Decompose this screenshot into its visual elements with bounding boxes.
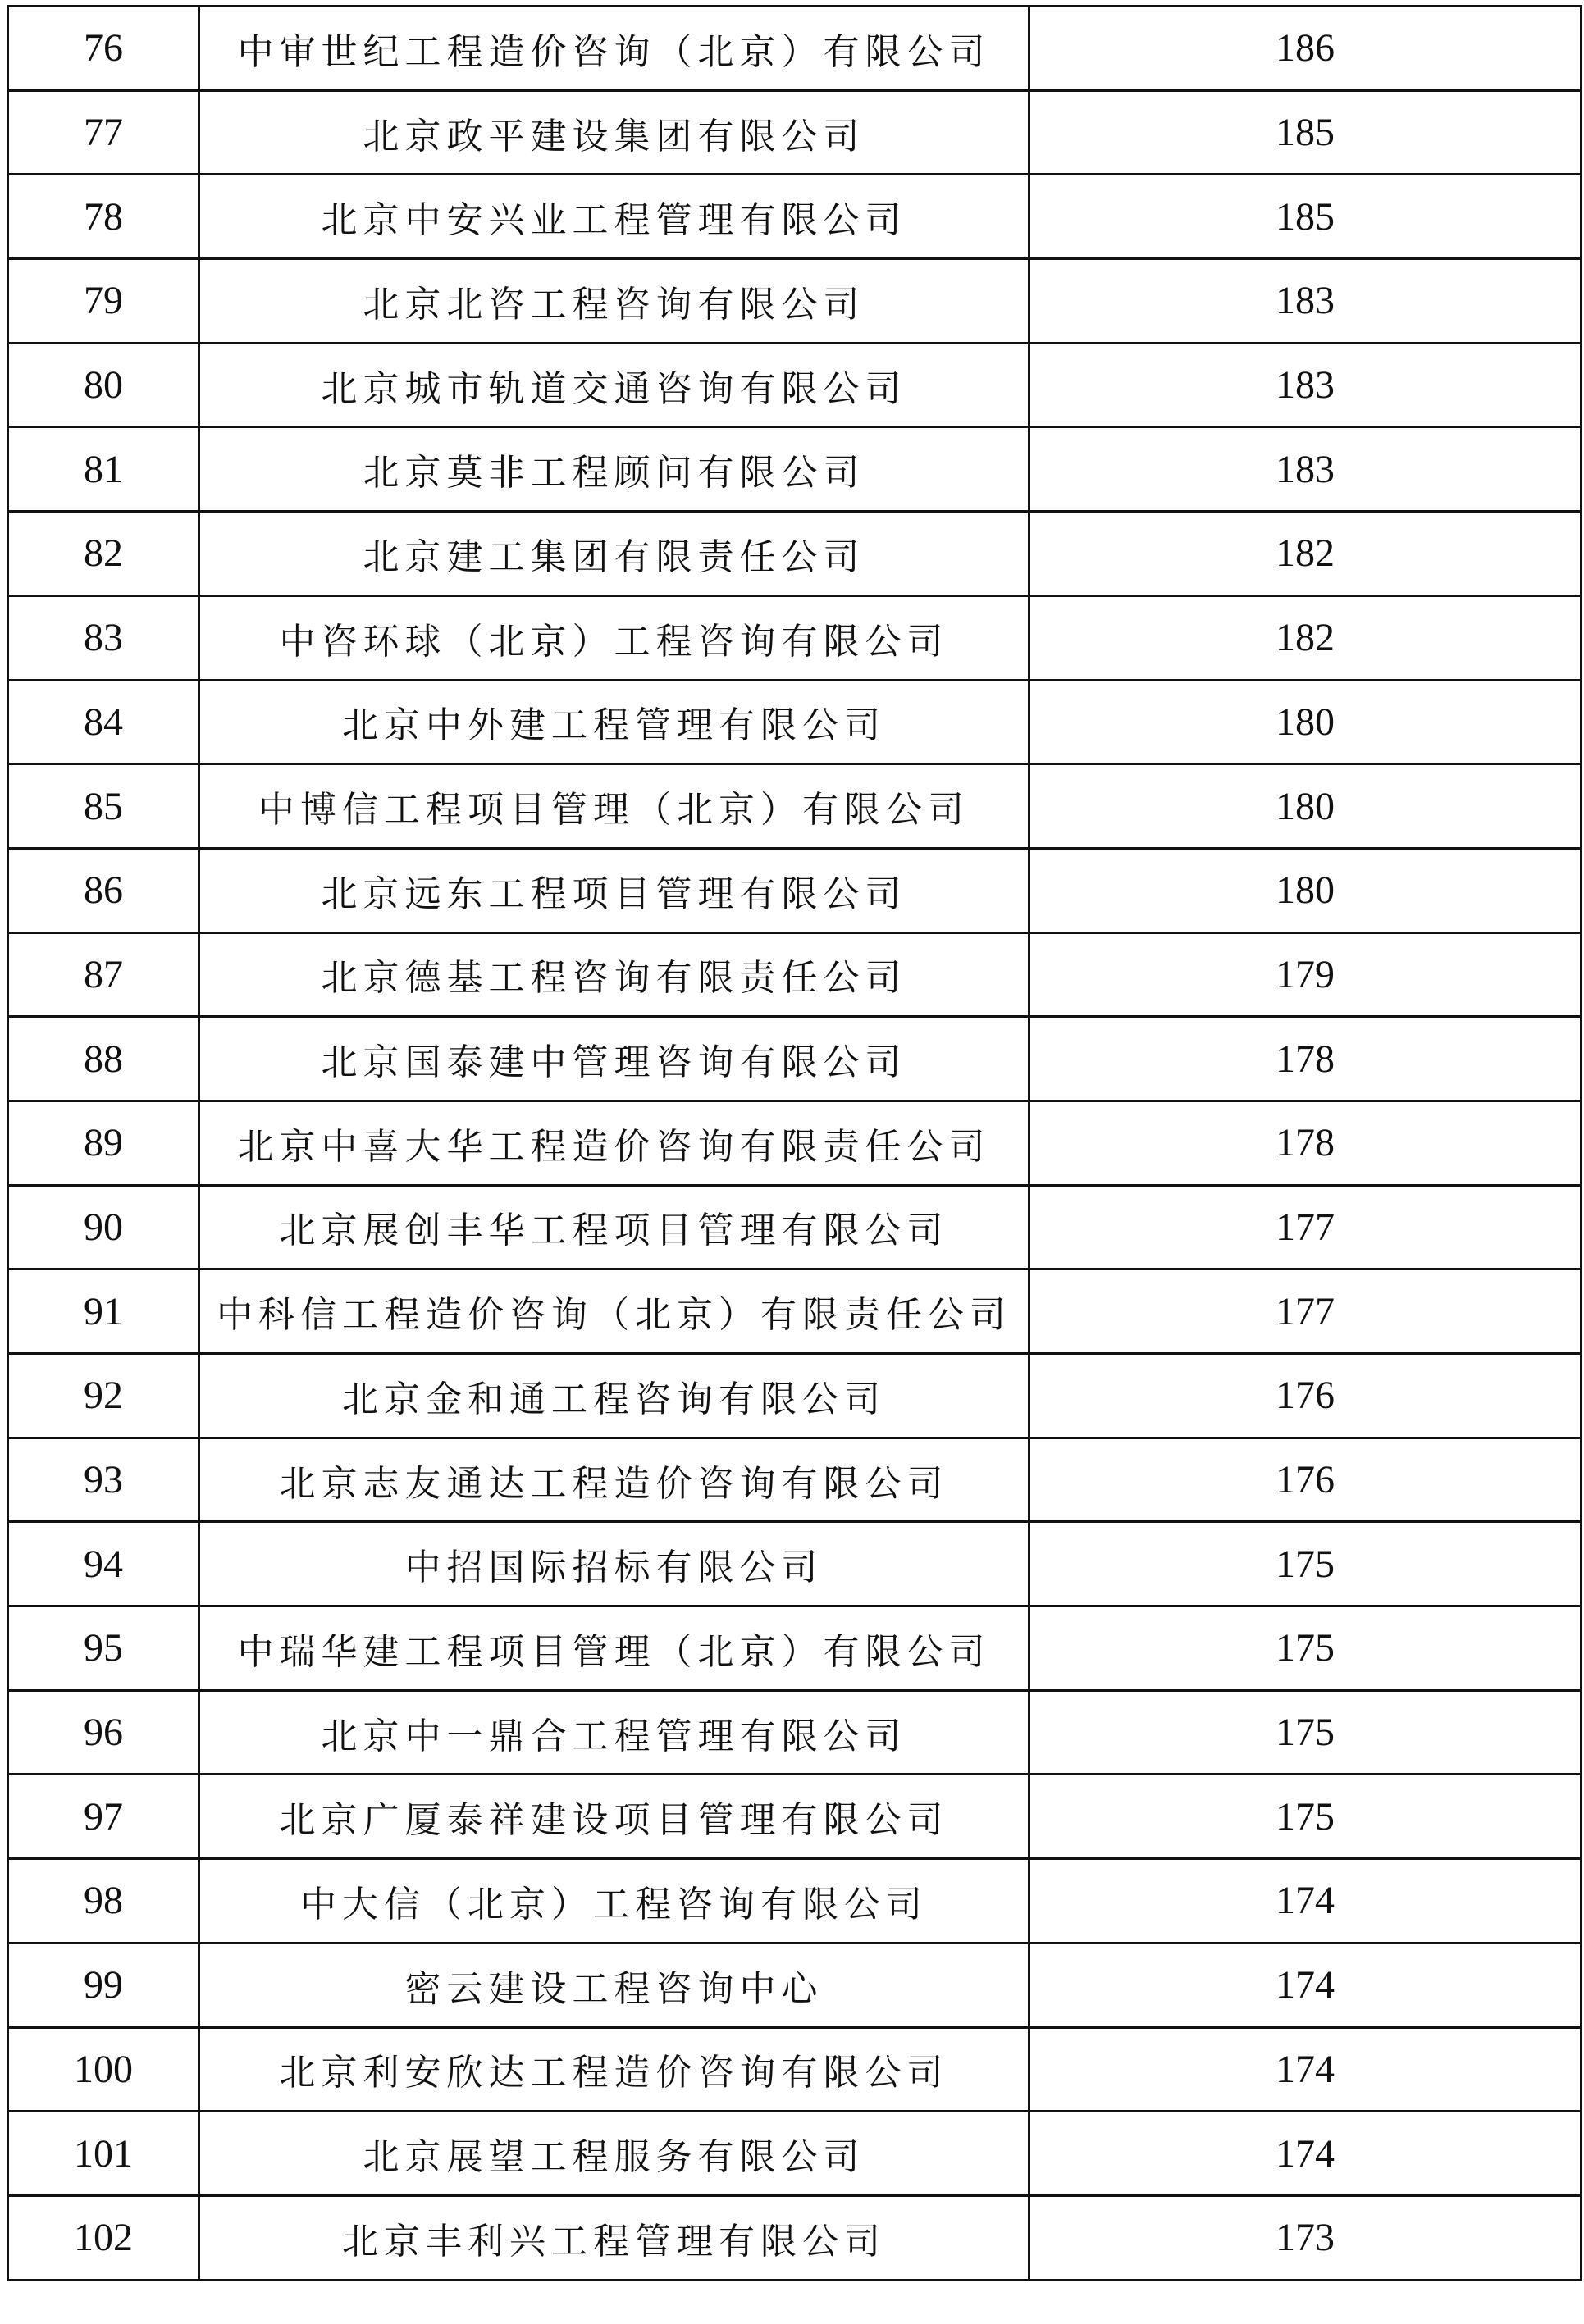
rank-cell: 93 [8,1438,199,1522]
score-cell: 174 [1029,1859,1582,1944]
rank-cell: 82 [8,512,199,596]
table-row [8,90,1582,175]
ranking-table [7,5,1582,2281]
rank-cell: 92 [8,1354,199,1438]
company-name-cell: 北京北咨工程咨询有限公司 [199,259,1029,344]
rank-cell: 88 [8,1017,199,1101]
table-row [8,1438,1582,1522]
score-cell: 174 [1029,1943,1582,2027]
rank-cell: 77 [8,90,199,175]
company-name-cell: 中博信工程项目管理（北京）有限公司 [199,764,1029,849]
table-row [8,1269,1582,1354]
rank-cell: 84 [8,680,199,764]
rank-cell: 95 [8,1606,199,1691]
company-name-cell: 北京中一鼎合工程管理有限公司 [199,1690,1029,1775]
company-name-cell: 北京政平建设集团有限公司 [199,90,1029,175]
rank-cell: 83 [8,595,199,680]
table-row [8,1775,1582,1859]
rank-cell: 91 [8,1269,199,1354]
rank-cell: 79 [8,259,199,344]
company-name-cell: 北京展望工程服务有限公司 [199,2112,1029,2196]
score-cell: 182 [1029,512,1582,596]
company-name-cell: 北京城市轨道交通咨询有限公司 [199,343,1029,427]
ranking-sheet [7,5,1580,2281]
table-row [8,1859,1582,1944]
score-cell: 176 [1029,1354,1582,1438]
rank-cell: 94 [8,1522,199,1606]
score-cell: 174 [1029,2112,1582,2196]
rank-cell: 85 [8,764,199,849]
score-cell: 180 [1029,848,1582,932]
company-name-cell: 中招国际招标有限公司 [199,1522,1029,1606]
table-row [8,259,1582,344]
company-name-cell: 北京广厦泰祥建设项目管理有限公司 [199,1775,1029,1859]
table-row [8,932,1582,1017]
score-cell: 183 [1029,343,1582,427]
table-row [8,595,1582,680]
table-row [8,1943,1582,2027]
score-cell: 175 [1029,1606,1582,1691]
table-row [8,1354,1582,1438]
company-name-cell: 北京建工集团有限责任公司 [199,512,1029,596]
table-row [8,343,1582,427]
table-row [8,848,1582,932]
rank-cell: 102 [8,2195,199,2280]
score-cell: 177 [1029,1269,1582,1354]
rank-cell: 98 [8,1859,199,1944]
score-cell: 178 [1029,1100,1582,1185]
company-name-cell: 北京远东工程项目管理有限公司 [199,848,1029,932]
company-name-cell: 北京金和通工程咨询有限公司 [199,1354,1029,1438]
score-cell: 183 [1029,259,1582,344]
score-cell: 180 [1029,680,1582,764]
table-row [8,175,1582,259]
score-cell: 173 [1029,2195,1582,2280]
rank-cell: 101 [8,2112,199,2196]
table-row [8,2112,1582,2196]
table-row [8,1522,1582,1606]
table-row [8,427,1582,512]
rank-cell: 86 [8,848,199,932]
company-name-cell: 北京丰利兴工程管理有限公司 [199,2195,1029,2280]
company-name-cell: 北京中安兴业工程管理有限公司 [199,175,1029,259]
table-row [8,680,1582,764]
company-name-cell: 北京莫非工程顾问有限公司 [199,427,1029,512]
company-name-cell: 北京德基工程咨询有限责任公司 [199,932,1029,1017]
rank-cell: 97 [8,1775,199,1859]
rank-cell: 76 [8,7,199,91]
score-cell: 176 [1029,1438,1582,1522]
score-cell: 185 [1029,175,1582,259]
table-row [8,7,1582,91]
score-cell: 185 [1029,90,1582,175]
table-row [8,1017,1582,1101]
table-row [8,1185,1582,1269]
rank-cell: 81 [8,427,199,512]
rank-cell: 80 [8,343,199,427]
rank-cell: 78 [8,175,199,259]
score-cell: 178 [1029,1017,1582,1101]
company-name-cell: 中大信（北京）工程咨询有限公司 [199,1859,1029,1944]
score-cell: 180 [1029,764,1582,849]
rank-cell: 99 [8,1943,199,2027]
score-cell: 175 [1029,1775,1582,1859]
company-name-cell: 中瑞华建工程项目管理（北京）有限公司 [199,1606,1029,1691]
score-cell: 174 [1029,2027,1582,2112]
table-row [8,1100,1582,1185]
table-row [8,1690,1582,1775]
company-name-cell: 北京中喜大华工程造价咨询有限责任公司 [199,1100,1029,1185]
company-name-cell: 北京展创丰华工程项目管理有限公司 [199,1185,1029,1269]
table-row [8,512,1582,596]
table-row [8,2027,1582,2112]
company-name-cell: 北京利安欣达工程造价咨询有限公司 [199,2027,1029,2112]
company-name-cell: 中咨环球（北京）工程咨询有限公司 [199,595,1029,680]
score-cell: 175 [1029,1690,1582,1775]
company-name-cell: 密云建设工程咨询中心 [199,1943,1029,2027]
company-name-cell: 北京志友通达工程造价咨询有限公司 [199,1438,1029,1522]
table-row [8,1606,1582,1691]
table-row [8,2195,1582,2280]
rank-cell: 100 [8,2027,199,2112]
score-cell: 179 [1029,932,1582,1017]
score-cell: 175 [1029,1522,1582,1606]
company-name-cell: 中科信工程造价咨询（北京）有限责任公司 [199,1269,1029,1354]
score-cell: 177 [1029,1185,1582,1269]
rank-cell: 90 [8,1185,199,1269]
rank-cell: 87 [8,932,199,1017]
company-name-cell: 中审世纪工程造价咨询（北京）有限公司 [199,7,1029,91]
company-name-cell: 北京中外建工程管理有限公司 [199,680,1029,764]
score-cell: 186 [1029,7,1582,91]
table-body [8,7,1582,2281]
score-cell: 183 [1029,427,1582,512]
rank-cell: 89 [8,1100,199,1185]
rank-cell: 96 [8,1690,199,1775]
company-name-cell: 北京国泰建中管理咨询有限公司 [199,1017,1029,1101]
table-row [8,764,1582,849]
score-cell: 182 [1029,595,1582,680]
